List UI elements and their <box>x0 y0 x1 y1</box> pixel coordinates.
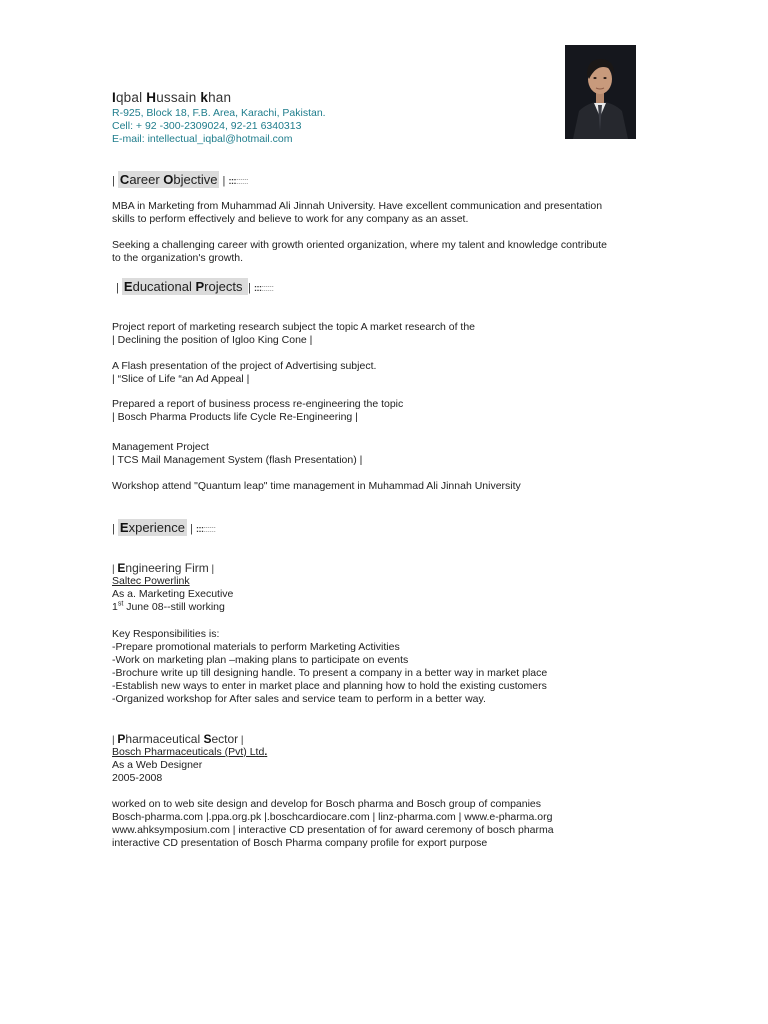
job1-company: Saltec Powerlink <box>112 575 190 587</box>
address: R-925, Block 18, F.B. Area, Karachi, Pakistan. <box>112 107 326 119</box>
project-item: Project report of marketing research subject the topic A market research of the | Declining the position of Igloo King Cone | <box>112 321 476 346</box>
project-item: Workshop attend "Quantum leap" time management in Muhammad Ali Jinnah University <box>112 480 521 492</box>
job2-description: interactive CD presentation of Bosch Pharma company profile for export purpose <box>112 837 488 849</box>
project-item: Prepared a report of business process re-engineering the topic | Bosch Pharma Products life Cycle Re-Engineering | <box>112 398 404 423</box>
phone: Cell: + 92 -300-2309024, 92-21 6340313 <box>112 120 302 132</box>
job2-sector: | Pharmaceutical Sector | <box>112 732 244 746</box>
responsibility-item: -Brochure write up till designing handle. To present a company in a better way in market place <box>112 667 548 679</box>
candidate-name: Iqbal Hussain khan <box>112 90 232 105</box>
project-item: Management Project | TCS Mail Management System (flash Presentation) | <box>112 441 363 466</box>
responsibility-item: -Establish new ways to enter in market place and planning how to hold the existing customers <box>112 680 547 692</box>
responsibility-item: -Work on marketing plan –making plans to participate on events <box>112 654 409 666</box>
email: E-mail: intellectual_iqbal@hotmail.com <box>112 133 293 145</box>
job2-description: Bosch-pharma.com |.ppa.org.pk |.boschcardiocare.com | linz-pharma.com | www.e-pharma.org <box>112 811 553 823</box>
portrait-image <box>565 45 636 139</box>
job2-description: worked on to web site design and develop for Bosch pharma and Bosch group of companies <box>112 798 542 810</box>
objective-paragraph-2: Seeking a challenging career with growth oriented organization, where my talent and knowledge contribute to the organization's growth. <box>112 239 607 264</box>
section-title: Experience <box>119 520 185 535</box>
job2-years: 2005-2008 <box>112 772 163 784</box>
section-educational-projects: | Educational Projects | ::::::::: <box>116 279 274 294</box>
job2-company: Bosch Pharmaceuticals (Pvt) Ltd. <box>112 746 268 758</box>
responsibility-item: -Prepare promotional materials to perform Marketing Activities <box>112 641 400 653</box>
project-item: A Flash presentation of the project of Advertising subject. | “Slice of Life “an Ad Appeal | <box>112 360 377 385</box>
section-experience: | Experience | ::::::::: <box>112 520 216 535</box>
section-title: Educational Projects <box>123 279 247 294</box>
objective-paragraph-1: MBA in Marketing from Muhammad Ali Jinnah University. Have excellent communication and presentation skills to perform effectively and believe to work for any company as an asset. <box>112 200 603 225</box>
job2-role: As a Web Designer <box>112 759 203 771</box>
job1-role: As a. Marketing Executive <box>112 588 234 600</box>
responsibilities-title: Key Responsibilities is: <box>112 628 220 640</box>
job2-description: www.ahksymposium.com | interactive CD presentation of for award ceremony of bosch pharma <box>112 824 554 836</box>
job1-sector: | Engineering Firm | <box>112 561 215 575</box>
job1-date: 1st June 08--still working <box>112 600 225 613</box>
section-career-objective: | Career Objective | ::::::::: <box>112 172 248 187</box>
profile-photo <box>565 45 636 139</box>
responsibility-item: -Organized workshop for After sales and service team to perform in a better way. <box>112 693 486 705</box>
section-title: Career Objective <box>119 172 218 187</box>
